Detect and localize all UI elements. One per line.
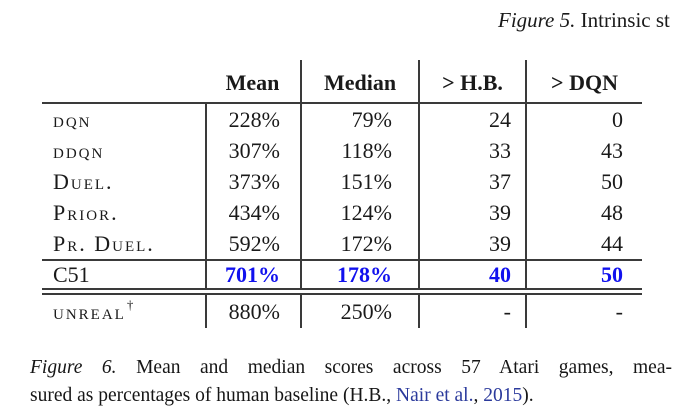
row-label: ddqn [53,137,105,163]
median-value: 250% [300,295,418,328]
figure6-label: Figure 6. [30,357,117,378]
gt-hb-value: 33 [418,135,525,166]
gt-dqn-value: 43 [525,135,642,166]
gt-dqn-value: 44 [525,228,642,259]
mean-value: 373% [205,166,300,197]
median-value: 172% [300,228,418,259]
figure5-label: Figure 5. [498,8,576,32]
table-row-ddqn [42,135,642,166]
median-value: 151% [300,166,418,197]
gt-hb-value: - [418,295,525,328]
table-row-prior [42,197,642,228]
row-label: dqn [53,106,92,132]
mean-value: 701% [205,261,300,288]
header-gt-dqn: > DQN [525,60,642,102]
year-link[interactable]: 2015 [483,385,523,406]
citation-link[interactable]: Nair et al. [396,385,474,406]
caption-text-2: sured as percentages of human baseline (H.B., [30,385,397,406]
table-row-duel [42,166,642,197]
dagger-mark: † [126,296,134,312]
header-gt-hb: > H.B. [418,60,525,102]
median-value: 79% [300,104,418,135]
table-row-unreal [42,295,642,328]
row-label: Prior. [53,199,119,225]
table-row-pr-duel [42,228,642,259]
median-value: 124% [300,197,418,228]
caption-text-1: Mean and median scores across 57 Atari games, mea- [116,357,672,378]
header-mean: Mean [225,70,280,95]
median-value: 118% [300,135,418,166]
gt-dqn-value: 48 [525,197,642,228]
gt-dqn-value: 50 [525,166,642,197]
caption-line-1 [30,354,672,382]
table-header-row [42,60,642,102]
mean-value: 307% [205,135,300,166]
gt-hb-value: 24 [418,104,525,135]
row-label: C51 [53,261,90,287]
table-row-c51 [42,261,642,288]
gt-dqn-value: - [525,295,642,328]
figure5-caption [498,8,670,33]
gt-dqn-value: 50 [525,261,642,288]
mean-value: 228% [205,104,300,135]
gt-hb-value: 39 [418,197,525,228]
row-label [42,295,205,328]
gt-dqn-value: 0 [525,104,642,135]
median-value: 178% [300,261,418,288]
caption-separator: , [473,385,484,406]
gt-hb-value: 39 [418,228,525,259]
gt-hb-value: 40 [418,261,525,288]
caption-closing: ). [522,385,534,406]
caption-line-2 [30,382,672,410]
row-label: Pr. Duel. [53,230,155,256]
header-blank [42,60,205,102]
figure5-text: Intrinsic st [575,8,670,32]
table-row-dqn [42,104,642,135]
mean-value: 434% [205,197,300,228]
gt-hb-value: 37 [418,166,525,197]
double-rule [42,288,642,295]
mean-value: 592% [205,228,300,259]
mean-value: 880% [205,295,300,328]
figure6-caption [30,354,672,410]
header-median: Median [300,60,418,102]
results-table [42,60,642,328]
row-label: Duel. [53,168,114,194]
unreal-label: unreal [53,298,126,324]
